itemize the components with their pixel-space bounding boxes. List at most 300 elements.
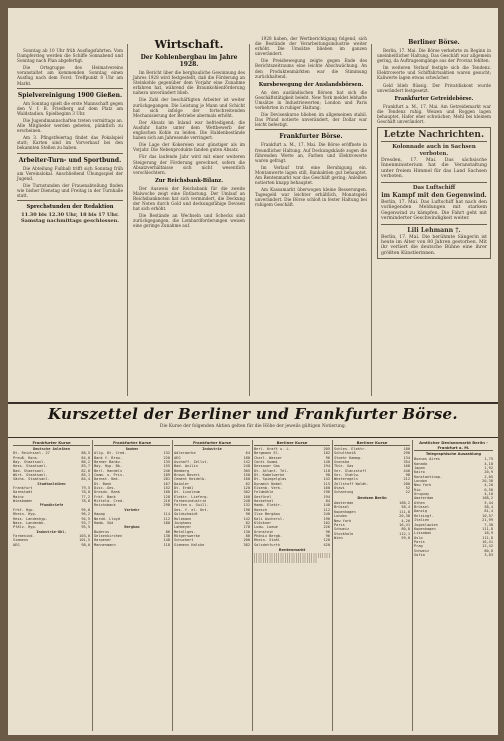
price-value: 20,38 <box>482 479 493 484</box>
price-value: 112,1 <box>399 531 410 536</box>
security-name: Metallges. <box>174 529 196 534</box>
price-value: 167 <box>163 481 170 486</box>
price-value: 440 <box>403 468 410 473</box>
security-name: Lahmeyer <box>174 525 192 530</box>
price-value: 194 <box>323 494 330 499</box>
price-value: 4,18 <box>484 461 493 466</box>
editorial-hours-heading: Sprechstunden der Redaktion <box>26 204 114 211</box>
article-heading: Frankfurter Börse. <box>279 133 343 141</box>
security-name: Rütgerswerke <box>174 533 200 538</box>
price-value: 90 <box>325 473 330 478</box>
security-name: Industrie-Obl. <box>36 529 67 534</box>
security-name: Ver. Stahlw. <box>334 473 360 478</box>
price-value: 216 <box>163 499 170 504</box>
latest-news-title: Letzte Nachrichten. <box>381 130 487 142</box>
security-name: Hess. Landeshyp. <box>13 516 48 521</box>
security-name: Schweiz <box>334 527 350 532</box>
security-name: Mainz <box>13 494 24 499</box>
price-value: 178 <box>243 525 250 530</box>
table-rows <box>254 447 330 547</box>
price-value: 81,4 <box>484 509 493 514</box>
table-row <box>334 490 410 494</box>
price-value: 94,5 <box>81 516 90 521</box>
price-value: 52 <box>405 486 410 491</box>
table-rows <box>414 457 493 557</box>
price-value: 103,0 <box>79 533 90 538</box>
security-name: Buderus <box>94 529 110 534</box>
newspaper-page <box>8 8 498 735</box>
price-value: 189 <box>163 473 170 478</box>
price-value: 86 <box>165 529 170 534</box>
security-name: Dt. Bank <box>94 481 112 486</box>
price-value: 12,42 <box>482 544 493 549</box>
paragraph: Die Preisbewegung zeigte gegen Ende des Berichtszeitraums eine leichte Abschwächung. An den Produktenmärkten war die Stimmung zurückhaltend. <box>255 58 367 79</box>
security-name: Konstantinop. <box>414 474 443 479</box>
security-name: Buenos Aires <box>414 457 440 462</box>
security-name: Darmst. Nat. <box>94 477 120 482</box>
paragraph: Am Sonntag spielt die erste Mannschaft gegen den V. f. B. Friedberg auf dem Platz am Waldstadion. Spielbeginn 3 Uhr. <box>17 100 123 116</box>
price-value: 160 <box>323 486 330 491</box>
table-row <box>94 543 170 547</box>
price-value: 83,7 <box>81 464 90 469</box>
security-name: Dt. Atlant. Tel. <box>254 468 289 473</box>
price-value: 16,41 <box>482 539 493 544</box>
price-value: 150 <box>243 473 250 478</box>
price-list-title: Kurszettel der Berliner und Frankfurter Börse. <box>48 405 458 423</box>
price-value: 7,38 <box>484 522 493 527</box>
article-heading: Kursbewegung der Auslandsbörsen. <box>258 81 364 88</box>
table-rule <box>92 440 93 731</box>
security-name: Amsterdam <box>334 501 354 506</box>
price-value: 142 <box>323 477 330 482</box>
security-name: Zellstoff Waldh. <box>334 481 369 486</box>
price-value: 148 <box>163 538 170 543</box>
table-column-4 <box>254 440 330 731</box>
security-name: Dt. Spiegelglas <box>254 477 287 482</box>
price-value: 101,5 <box>79 538 90 543</box>
security-name: Amsterdam <box>414 496 434 501</box>
price-value: 77,2 <box>81 494 90 499</box>
price-value: 168,2 <box>482 496 493 501</box>
paragraph: Der Absatz im Inland war befriedigend; die Ausfuhr hatte unter dem Wettbewerb der englischen Kohle zu leiden. Die Haldenbestände haben sich am Jahresende verringert. <box>133 119 245 141</box>
table-rows <box>174 447 250 547</box>
price-value: 78,8 <box>81 499 90 504</box>
price-value: 85,1 <box>81 473 90 478</box>
price-value: 80,8 <box>401 527 410 532</box>
security-name: Pfandbriefe <box>39 503 64 508</box>
security-name: New York <box>414 483 432 488</box>
price-value: 111,8 <box>482 526 493 531</box>
table-row <box>334 536 410 540</box>
price-value: 20,38 <box>399 514 410 519</box>
paragraph: Am 3. Pfingstfeiertag findet das Pokalspiel statt; Karten sind im Vorverkauf bei den bekannten Stellen zu haben. <box>17 135 123 151</box>
security-name: Frkf. Hyp. <box>13 507 35 512</box>
security-name: Hamb. Süd <box>94 520 114 525</box>
news-text: Berlin, 17. Mai. Das Luftschiff hat nach den vorliegenden Meldungen mit starkem Gegenwind zu kämpfen. Die Fahrt geht mit verminderter Geschwindigkeit weiter. <box>381 199 487 222</box>
table-column-3 <box>174 440 250 731</box>
security-name: Farbenindustrie <box>174 499 207 504</box>
security-name: Elektr. Lieferg. <box>174 494 209 499</box>
security-name: Hapag <box>94 512 105 517</box>
security-name: Holzmann <box>174 516 192 521</box>
table-rows <box>13 447 90 547</box>
article-heading: Der Kohlenbergbau im Jahre 1928. <box>140 54 238 68</box>
price-value: 98 <box>405 473 410 478</box>
table-rows <box>334 501 410 540</box>
price-value: 180 <box>243 455 250 460</box>
security-name: Brüssel <box>414 505 430 510</box>
security-name: Bemberg <box>174 468 190 473</box>
price-value: 4,18 <box>484 492 493 497</box>
security-name: Japan <box>414 466 425 471</box>
table-rows <box>334 447 410 495</box>
security-name: Thür. Gas <box>334 464 354 469</box>
security-name: Bergbau <box>124 525 140 530</box>
price-value: 90 <box>245 512 250 517</box>
news-text: Berlin, 17. Mai. Die berühmte Sängerin ist heute im Alter von 80 Jahren gestorben. Mit ihr verliert die deutsche Bühne eine ihrer größten Künstlerinnen. <box>381 234 487 256</box>
security-name: Helsingf. <box>414 513 434 518</box>
paragraph: Berlin, 17. Mai. Die Börse verkehrte zu Beginn in uneinheitlicher Haltung. Das Geschäft war allgemein gering, da Auftragseingänge aus der Provinz fehlten. <box>377 48 491 64</box>
column-rule <box>127 44 128 396</box>
security-name: Comm. u. Priv. <box>94 473 125 478</box>
price-value: 96 <box>325 529 330 534</box>
price-value: 84 <box>325 499 330 504</box>
price-value: 64 <box>245 451 250 456</box>
security-name: Brüssel <box>334 505 350 510</box>
price-value: 84,0 <box>81 455 90 460</box>
illegible-rows <box>254 558 318 562</box>
table-rule <box>412 440 413 731</box>
price-value: 382 <box>243 542 250 547</box>
security-name: Hoesch <box>254 507 267 512</box>
price-value: 18,9 <box>484 531 493 536</box>
security-name: AEG <box>13 542 20 547</box>
price-value: 82,0 <box>81 468 90 473</box>
security-name: Feldmühle <box>254 490 274 495</box>
security-name: Pfälz. Hyp. <box>13 525 37 530</box>
price-value: 130 <box>243 529 250 534</box>
column-markets <box>252 36 370 401</box>
table-subheading: Rentenmarkt <box>278 547 306 552</box>
price-value: 134 <box>403 455 410 460</box>
price-value: 298 <box>163 503 170 508</box>
table-rule <box>252 440 253 731</box>
security-name: Gelsenkirchen <box>94 533 123 538</box>
price-value: 86,2 <box>81 460 90 465</box>
table-column-heading: Berliner Kurse <box>334 440 410 446</box>
price-value: 20,9 <box>484 470 493 475</box>
paragraph: An den ausländischen Börsen hat sich die Geschäftstätigkeit belebt. New York meldet lebhafte Umsätze in Industriewerten; London und Paris verkehrten in ruhiger Haltung. <box>255 89 367 111</box>
price-value: 2,05 <box>484 474 493 479</box>
security-name: Charl. Wasser <box>254 455 283 460</box>
price-value: 111,8 <box>399 509 410 514</box>
price-value: 194 <box>323 464 330 469</box>
price-value: 88,5 <box>81 451 90 456</box>
paragraph: Die Turnstunden der Frauenabteilung finden wie bisher Dienstag und Freitag in der Turnhalle statt. <box>17 182 123 198</box>
section-heading: Spielvereinigung 1900 Gießen. <box>17 91 123 99</box>
editorial-hours: 11.30 bis 12.30 Uhr, 18 bis 17 Uhr. Samstag nachmittags geschlossen. <box>21 212 119 225</box>
security-name: Svenska <box>334 460 350 465</box>
security-name: Berl. Kraft u. L. <box>254 447 291 451</box>
security-name: Farbenind. <box>13 533 35 538</box>
security-name: Stockholm <box>334 531 354 536</box>
price-value: 59,0 <box>401 535 410 540</box>
security-name: Ver. Glanzstoff <box>334 468 367 473</box>
security-name: Sofia <box>414 552 425 557</box>
price-value: 82 <box>245 520 250 525</box>
article-heading: Zur Reichsbank-Bilanz. <box>154 177 224 184</box>
price-value: 180 <box>163 520 170 525</box>
security-name: Ilse Bergbau <box>254 512 280 517</box>
price-value: 248 <box>243 499 250 504</box>
table-column-heading: Frankfurter Kurse <box>13 440 90 446</box>
security-name: Schultheiß <box>334 451 356 456</box>
security-name: Oslo <box>414 535 423 540</box>
table-row <box>174 543 250 547</box>
column-economy <box>130 36 248 401</box>
security-name: Darmstadt <box>13 490 33 495</box>
price-value: 4,20 <box>484 483 493 488</box>
table-column-heading: Amtlicher Devisenmarkt Berlin - Frankfurt a. M. <box>414 440 493 451</box>
security-name: Prag <box>414 544 423 549</box>
price-value: 111,8 <box>482 535 493 540</box>
security-name: Lissabon <box>414 531 432 536</box>
price-value: 420 <box>323 542 330 547</box>
paragraph: Frankfurt a. M., 17. Mai. Am Getreidemarkt war die Tendenz ruhig. Weizen und Roggen lagen behauptet, Hafer eher schwächer; Mehl bei kleinem Geschäft unverändert. <box>377 103 491 125</box>
security-name: Harpener <box>94 538 112 543</box>
security-name: Kanada <box>414 461 427 466</box>
article-heading: Frankfurter Getreidebörse. <box>394 95 474 102</box>
news-headline: Das Luftschiff <box>412 184 456 191</box>
security-name: Banken <box>125 447 139 451</box>
security-name: Reichsbank <box>94 503 116 508</box>
price-value: 78,0 <box>81 490 90 495</box>
security-name: Jugoslawien <box>414 522 438 527</box>
security-name: Stadtanleihen <box>37 481 66 486</box>
price-value: 246 <box>163 468 170 473</box>
table-column-6 <box>414 440 493 731</box>
news-headline: Lili Lehmann †. <box>407 226 461 234</box>
price-value: 0,50 <box>484 487 493 492</box>
article-heading: Berliner Börse. <box>408 39 460 46</box>
paragraph: Im Bericht über die bergbauliche Gewinnung des Jahres 1928 wird festgestellt, daß die Förderung an Steinkohle gegenüber dem Vorjahr eine Zunahme erfahren hat, während die Braunkohlenförderung nahezu unverändert blieb. <box>133 70 245 96</box>
price-value: 180 <box>403 447 410 451</box>
security-name: Kali Aschersl. <box>254 516 285 521</box>
security-name: Athen <box>414 500 425 505</box>
paragraph: Im weiteren Verlauf festigte sich die Tendenz. Elektrowerte und Schiffahrtsaktien waren gesucht; Kaliwerte lagen etwas schwächer. <box>377 65 491 81</box>
price-value: 10,57 <box>482 513 493 518</box>
divider <box>381 224 487 225</box>
security-name: Danzig <box>414 509 427 514</box>
security-name: London <box>334 514 347 519</box>
security-name: Dt. Kabelwerke <box>254 473 285 478</box>
price-value: 118 <box>323 468 330 473</box>
security-name: Dynamit Nobel <box>254 481 283 486</box>
security-name: Bay. Staatsanl. <box>13 460 46 465</box>
price-value: 142 <box>243 460 250 465</box>
divider <box>255 129 367 130</box>
security-name: Otavi <box>334 486 345 491</box>
security-name: Nordd. Lloyd <box>94 516 120 521</box>
divider <box>17 88 123 89</box>
security-name: London <box>414 479 427 484</box>
price-value: 86 <box>245 533 250 538</box>
price-value: 128 <box>163 494 170 499</box>
security-name: AEG <box>174 455 181 460</box>
security-name: Kopenhagen <box>414 526 436 531</box>
security-name: Mitteld. Cred. <box>94 499 125 504</box>
illegible-rows <box>254 553 330 557</box>
price-value: 79,5 <box>81 486 90 491</box>
security-name: Goldschmidt <box>174 512 198 517</box>
security-name: Allg. Dt. Cred. <box>94 451 127 456</box>
paragraph: Die Bestände an Wechseln und Schecks sind zurückgegangen, die Lombardforderungen weisen eine geringe Zunahme auf. <box>133 213 245 229</box>
article-area <box>8 8 498 401</box>
security-name: Siemens <box>13 538 29 543</box>
price-value: 280 <box>403 481 410 486</box>
price-value: 132 <box>243 503 250 508</box>
security-name: Industrie <box>202 447 222 451</box>
stock-price-table <box>12 440 494 731</box>
price-value: 96 <box>325 533 330 538</box>
price-list-masthead <box>8 402 498 438</box>
price-value: 98,0 <box>81 542 90 547</box>
price-value: 128 <box>323 538 330 543</box>
security-name: Frankfurt <box>13 486 33 491</box>
price-value: 212 <box>403 477 410 482</box>
price-value: 21,99 <box>482 518 493 523</box>
security-name: Dt. Reichsanl. 27 <box>13 451 50 456</box>
price-value: 1,75 <box>484 457 493 462</box>
security-name: Ges. f. el. Unt. <box>174 507 209 512</box>
table-rule <box>172 440 173 731</box>
security-name: Rhein. Hyp. <box>13 512 37 517</box>
price-value: 102 <box>323 520 330 525</box>
price-value: 3,03 <box>484 552 493 557</box>
paragraph: Im Verlauf trat eine Beruhigung ein. Montanwerte lagen still, Bankaktien gut behauptet. Am Rentenmarkt war das Geschäft gering; Anleihen notierten knapp behauptet. <box>255 164 367 186</box>
paragraph: Der Ausweis der Reichsbank für die zweite Maiwoche zeigt eine Entlastung. Der Umlauf an Reichsbanknoten hat sich vermindert, die Deckung der Noten durch Gold und deckungsfähige Devisen hat sich erhöht. <box>133 185 245 212</box>
security-name: Preuß. Kons. <box>13 455 39 460</box>
security-name: Ludw. Loewe <box>254 525 278 530</box>
security-name: Cement Heidelb. <box>174 477 207 482</box>
price-value: 220 <box>163 455 170 460</box>
section-heading: Arbeiter-Turn- und Sportbund. <box>18 156 122 164</box>
security-name: Hamb. Elektr. <box>254 503 283 508</box>
price-value: 114 <box>163 512 170 517</box>
table-rows <box>94 447 170 547</box>
security-name: New York <box>334 518 352 523</box>
table-column-heading: Frankfurter Kurse <box>174 440 250 446</box>
security-name: Uruguay <box>414 492 430 497</box>
security-name: Siemens Halske <box>174 542 205 547</box>
price-value: 115 <box>323 481 330 486</box>
column-local-news <box>14 48 126 401</box>
price-value: 96 <box>325 455 330 460</box>
security-name: Bergmann El. <box>254 451 280 456</box>
price-value: 112 <box>323 507 330 512</box>
price-value: 22 <box>405 490 410 495</box>
security-name: Daimler <box>174 481 190 486</box>
price-value: 118 <box>163 542 170 547</box>
paragraph: Die Lage der Kokereien war günstiger als im Vorjahr. Die Nebenprodukte fanden guten Absatz. <box>133 142 245 153</box>
security-name: Dt. Linoleum <box>174 490 200 495</box>
economy-title: Wirtschaft. <box>154 38 224 51</box>
price-value: 196 <box>323 490 330 495</box>
security-name: Würt. Staatsanl. <box>13 473 48 478</box>
security-name: Paris <box>414 539 425 544</box>
paragraph: Für das laufende Jahr wird mit einer weiteren Steigerung der Förderung gerechnet, sofern die Absatzverhältnisse sich nicht wesentlich verschlechtern. <box>133 154 245 175</box>
security-name: Wien <box>334 535 343 540</box>
price-value: 58,4 <box>484 505 493 510</box>
security-name: Bad. Staatsanl. <box>13 468 46 473</box>
security-name: Schuckert <box>174 538 194 543</box>
column-rule <box>249 44 250 396</box>
security-name: Deutsche Anleihen <box>33 447 70 451</box>
table-row <box>414 553 493 557</box>
price-value: 142 <box>243 516 250 521</box>
security-name: Gesfürel <box>254 494 272 499</box>
price-value: 182 <box>323 451 330 456</box>
security-name: Kopenhagen <box>334 509 356 514</box>
price-value: 200 <box>243 538 250 543</box>
security-name: Bay. Hyp. Bk. <box>94 464 123 469</box>
price-value: 5,44 <box>484 500 493 505</box>
security-name: Berl. Handels <box>94 468 123 473</box>
news-headline: Kolonnade auch in Sachsen verboten. <box>392 144 476 157</box>
paragraph: Die Zahl der beschäftigten Arbeiter ist weiter zurückgegangen. Die Leistung je Mann und Schicht hat sich infolge der fortschreitenden Mechanisierung der Betriebe abermals erhöht. <box>133 97 245 118</box>
security-name: Rhein. Stahl <box>254 538 280 543</box>
price-value: 155 <box>163 464 170 469</box>
security-name: Verkehr <box>124 507 140 512</box>
price-value: 4,20 <box>401 518 410 523</box>
price-value: 132 <box>163 451 170 456</box>
price-value: 160 <box>243 494 250 499</box>
security-name: Paris <box>334 522 345 527</box>
price-value: 120 <box>243 486 250 491</box>
paragraph: Frankfurt a. M., 17. Mai. Die Börse eröffnete in freundlicher Haltung. Auf Deckungskäufe zogen die führenden Werte an, Farben und Elektrowerte waren gefragt. <box>255 142 367 163</box>
price-value: 16,41 <box>399 522 410 527</box>
paragraph: Die Devisenkurse blieben im allgemeinen stabil. Das Pfund notierte unverändert, der Dollar war leicht befestigt. <box>255 112 367 128</box>
price-value: 84,4 <box>81 477 90 482</box>
divider <box>17 153 123 154</box>
security-name: Schles. Elektr. <box>334 447 367 451</box>
divider <box>17 200 123 201</box>
security-name: Westeregeln <box>334 477 358 482</box>
security-name: Junghans <box>174 520 192 525</box>
price-value: 290 <box>403 451 410 456</box>
price-value: 160 <box>243 477 250 482</box>
price-value: 62 <box>245 481 250 486</box>
paragraph: Die Jugendmannschaften treten vormittags an. Alle Mitglieder werden gebeten, pünktlich zu erscheinen. <box>17 117 123 134</box>
price-value: 302 <box>243 490 250 495</box>
security-name: Kairo <box>414 470 425 475</box>
security-name: Eisenb. Verk. <box>254 486 283 491</box>
security-name: Dt. Erdöl <box>174 486 194 491</box>
price-value: 96,2 <box>81 512 90 517</box>
security-name: Hess. Staatsanl. <box>13 464 48 469</box>
table-column-1 <box>13 440 90 731</box>
price-value: 135 <box>163 460 170 465</box>
price-value: 168,2 <box>399 501 410 506</box>
security-name: Frkf. Bank <box>94 494 116 499</box>
price-value: 93,7 <box>81 520 90 525</box>
security-name: Barmer Bankv. <box>94 460 123 465</box>
price-value: 1,92 <box>484 466 493 471</box>
column-rule <box>371 44 372 396</box>
price-value: 281 <box>163 477 170 482</box>
paragraph: Geld blieb flüssig. Der Privatdiskont wurde unverändert festgesetzt. <box>377 82 491 93</box>
table-subheading: Devisen Berlin <box>357 495 387 500</box>
